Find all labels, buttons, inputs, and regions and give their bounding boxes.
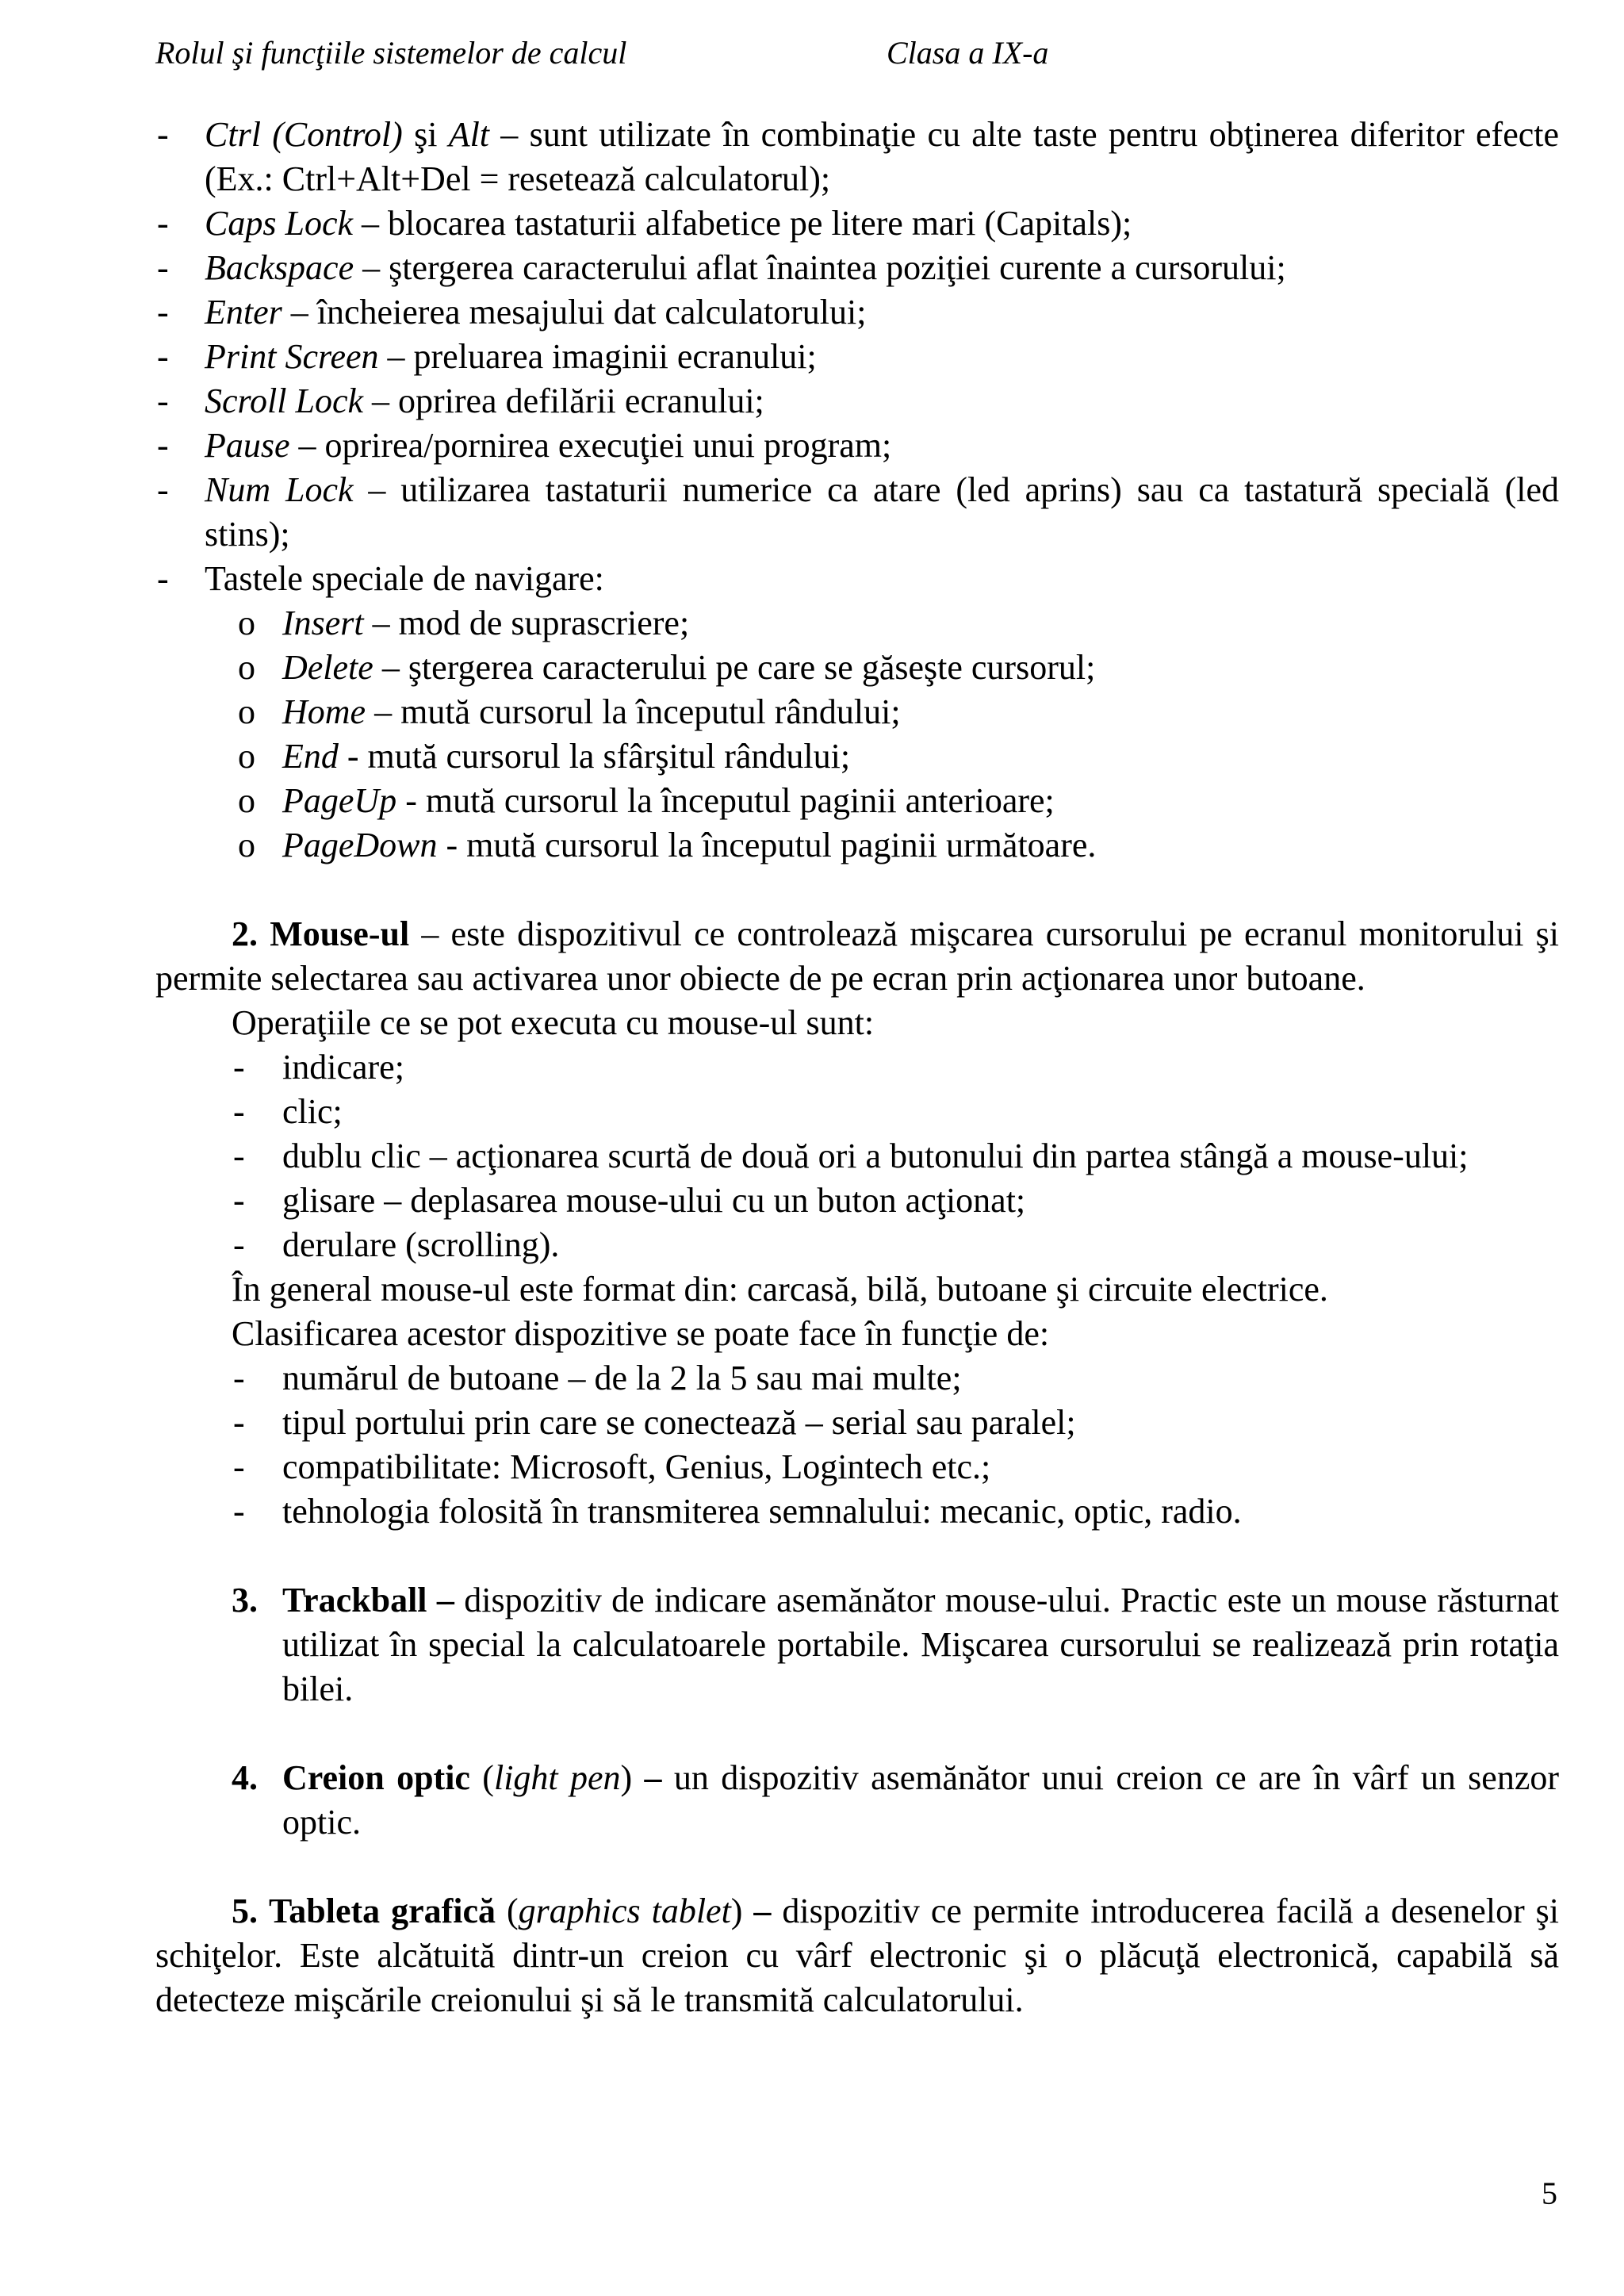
list-item-scroll-lock [155, 379, 1559, 424]
open-paren: ( [469, 1758, 494, 1797]
mouse-op-text: dublu clic – acţionarea scurtă de două ori a butonului din partea stângă a mouse-ului; [282, 1137, 1469, 1175]
dash-marker: - [157, 115, 169, 154]
navigation-intro: Tastele speciale de navigare: [205, 559, 604, 598]
classification-text: tipul portului prin care se conectează – serial sau paralel; [282, 1403, 1076, 1442]
mouse-op-item [155, 1045, 1559, 1090]
classification-text: compatibilitate: Microsoft, Genius, Logintech etc.; [282, 1447, 991, 1486]
key-description: – preluarea imaginii ecranului; [378, 337, 817, 376]
key-description: – ştergerea caracterului pe care se găseşte cursorul; [373, 648, 1096, 687]
mouse-op-item [155, 1134, 1559, 1179]
key-name: End [282, 737, 339, 776]
dash-marker: - [157, 470, 169, 509]
classification-text: numărul de butoane – de la 2 la 5 sau mai multe; [282, 1359, 962, 1397]
key-description: – mod de suprascriere; [363, 604, 690, 642]
sub-item-home [155, 690, 1559, 734]
dash-marker: - [233, 1048, 245, 1087]
key-description: - mută cursorul la începutul paginii următoare. [437, 826, 1097, 864]
classification-item [155, 1401, 1559, 1445]
section-title: Tableta grafică [268, 1892, 496, 1930]
section-alias: light pen [493, 1758, 621, 1797]
section-alias: graphics tablet [518, 1892, 731, 1930]
section-title: Trackball – [282, 1581, 454, 1619]
sub-item-insert [155, 601, 1559, 646]
key-name: Print Screen [205, 337, 379, 376]
section-number: 5. [232, 1892, 258, 1930]
section-text: dispozitiv ce permite introducerea facilă a desenelor şi schiţelor. Este alcătuită dintr-un creion cu vârf electronic şi o plăcuţă electronică, capabilă să detecteze mişcările creionului şi să le transmită calculatorului. [155, 1892, 1560, 2019]
open-paren: ( [496, 1892, 519, 1930]
key-name: PageDown [282, 826, 438, 864]
key-name: Pause [205, 426, 290, 465]
dash-marker: - [233, 1403, 245, 1442]
section-text: un dispozitiv asemănător unui creion ce are în vârf un senzor optic. [282, 1758, 1560, 1842]
mouse-components: În general mouse-ul este format din: carcasă, bilă, butoane şi circuite electrice. [232, 1270, 1328, 1309]
dash-marker: - [233, 1225, 245, 1264]
key-name: Home [282, 692, 366, 731]
dash-marker: - [157, 204, 169, 243]
mouse-op-text: glisare – deplasarea mouse-ului cu un buton acţionat; [282, 1181, 1026, 1220]
key-name: Scroll Lock [205, 381, 363, 420]
document-body [155, 113, 1559, 2022]
sub-item-pageup [155, 779, 1559, 823]
sub-item-delete [155, 646, 1559, 690]
section-tablet [155, 1889, 1559, 2022]
key-description: – sunt utilizate în combinaţie cu alte taste pentru obţinerea diferitor efecte (Ex.: Ctrl+Alt+Del = resetează calculatorul); [205, 115, 1560, 198]
mouse-ops-intro: Operaţiile ce se pot executa cu mouse-ul sunt: [232, 1003, 875, 1042]
key-name: Insert [282, 604, 364, 642]
mouse-op-text: indicare; [282, 1048, 404, 1087]
bullet-marker: o [238, 604, 255, 642]
dash-marker: - [157, 248, 169, 287]
key-description: – ştergerea caracterului aflat înaintea poziţiei curente a cursorului; [354, 248, 1286, 287]
key-description: - mută cursorul la începutul paginii anterioare; [396, 781, 1055, 820]
sub-item-pagedown [155, 823, 1559, 868]
page-number: 5 [1542, 2175, 1557, 2211]
mouse-op-text: derulare (scrolling). [282, 1225, 560, 1264]
mouse-op-item [155, 1090, 1559, 1134]
dash-marker: - [157, 559, 169, 598]
dash-marker: - [233, 1137, 245, 1175]
dash-marker: - [157, 381, 169, 420]
bullet-marker: o [238, 826, 255, 864]
key-name: Backspace [205, 248, 354, 287]
classification-item [155, 1445, 1559, 1489]
key-description: – oprirea/pornirea execuţiei unui program; [289, 426, 892, 465]
classification-text: tehnologia folosită în transmiterea semnalului: mecanic, optic, radio. [282, 1492, 1242, 1531]
joiner-text: şi [402, 115, 449, 154]
spacer [155, 1711, 1559, 1756]
title-dash: – [742, 1892, 772, 1930]
dash-marker: - [233, 1492, 245, 1531]
section-text: – este dispozitivul ce controlează mişcarea cursorului pe ecranul monitorului şi permite selectarea sau activarea unor obiecte de pe ecran prin acţionarea unor butoane. [155, 914, 1560, 998]
classification-item [155, 1356, 1559, 1401]
dash-marker: - [233, 1359, 245, 1397]
key-description: - mută cursorul la sfârşitul rândului; [338, 737, 851, 776]
dash-marker: - [157, 426, 169, 465]
key-name: Caps Lock [205, 204, 353, 243]
key-name: Enter [205, 293, 282, 332]
key-name: Delete [282, 648, 373, 687]
section-text: dispozitiv de indicare asemănător mouse-ului. Practic este un mouse răsturnat utilizat în special la calculatoarele portabile. Mişcarea cursorului se realizează prin rotaţia bilei. [282, 1581, 1560, 1708]
mouse-classification-intro: Clasificarea acestor dispozitive se poate face în funcţie de: [232, 1314, 1050, 1353]
bullet-marker: o [238, 737, 255, 776]
key-name: Ctrl (Control) [205, 115, 403, 154]
sub-item-end [155, 734, 1559, 779]
key-description: – încheierea mesajului dat calculatorului; [282, 293, 867, 332]
key-description: – mută cursorul la începutul rândului; [366, 692, 901, 731]
section-number: 3. [232, 1581, 258, 1619]
list-item-caps-lock [155, 201, 1559, 246]
section-trackball [155, 1578, 1559, 1711]
key-description: – utilizarea tastaturii numerice ca atare (led aprins) sau ca tastatură specială (led stins); [205, 470, 1559, 554]
key-name: PageUp [282, 781, 397, 820]
list-item-pause [155, 424, 1559, 468]
mouse-op-item [155, 1179, 1559, 1223]
key-description: – blocarea tastaturii alfabetice pe litere mari (Capitals); [353, 204, 1132, 243]
list-item-enter [155, 290, 1559, 335]
header-class-label: Clasa a IX-a [887, 35, 1049, 71]
dash-marker: - [157, 293, 169, 332]
dash-marker: - [157, 337, 169, 376]
section-number: 4. [232, 1758, 258, 1797]
section-number: 2. [232, 914, 258, 953]
spacer [155, 1845, 1559, 1889]
bullet-marker: o [238, 781, 255, 820]
spacer [155, 1534, 1559, 1578]
key-description: – oprirea defilării ecranului; [363, 381, 764, 420]
classification-item [155, 1489, 1559, 1534]
section-title: Mouse-ul [270, 914, 410, 953]
bullet-marker: o [238, 692, 255, 731]
key-name: Num Lock [205, 470, 354, 509]
header-course-title: Rolul şi funcţiile sistemelor de calcul [155, 35, 627, 71]
close-paren: ) [620, 1758, 633, 1797]
bullet-marker: o [238, 648, 255, 687]
key-name: Alt [448, 115, 490, 154]
spacer [155, 868, 1559, 912]
close-paren: ) [730, 1892, 743, 1930]
section-light-pen [155, 1756, 1559, 1845]
list-item-ctrl-alt [155, 113, 1559, 201]
title-dash: – [632, 1758, 662, 1797]
list-item-num-lock [155, 468, 1559, 557]
mouse-op-item [155, 1223, 1559, 1267]
section-title: Creion optic [282, 1758, 470, 1797]
dash-marker: - [233, 1092, 245, 1131]
mouse-op-text: clic; [282, 1092, 343, 1131]
list-item-backspace [155, 246, 1559, 290]
list-item-navigation-keys [155, 557, 1559, 601]
dash-marker: - [233, 1447, 245, 1486]
section-mouse [155, 912, 1559, 1001]
list-item-print-screen [155, 335, 1559, 379]
dash-marker: - [233, 1181, 245, 1220]
